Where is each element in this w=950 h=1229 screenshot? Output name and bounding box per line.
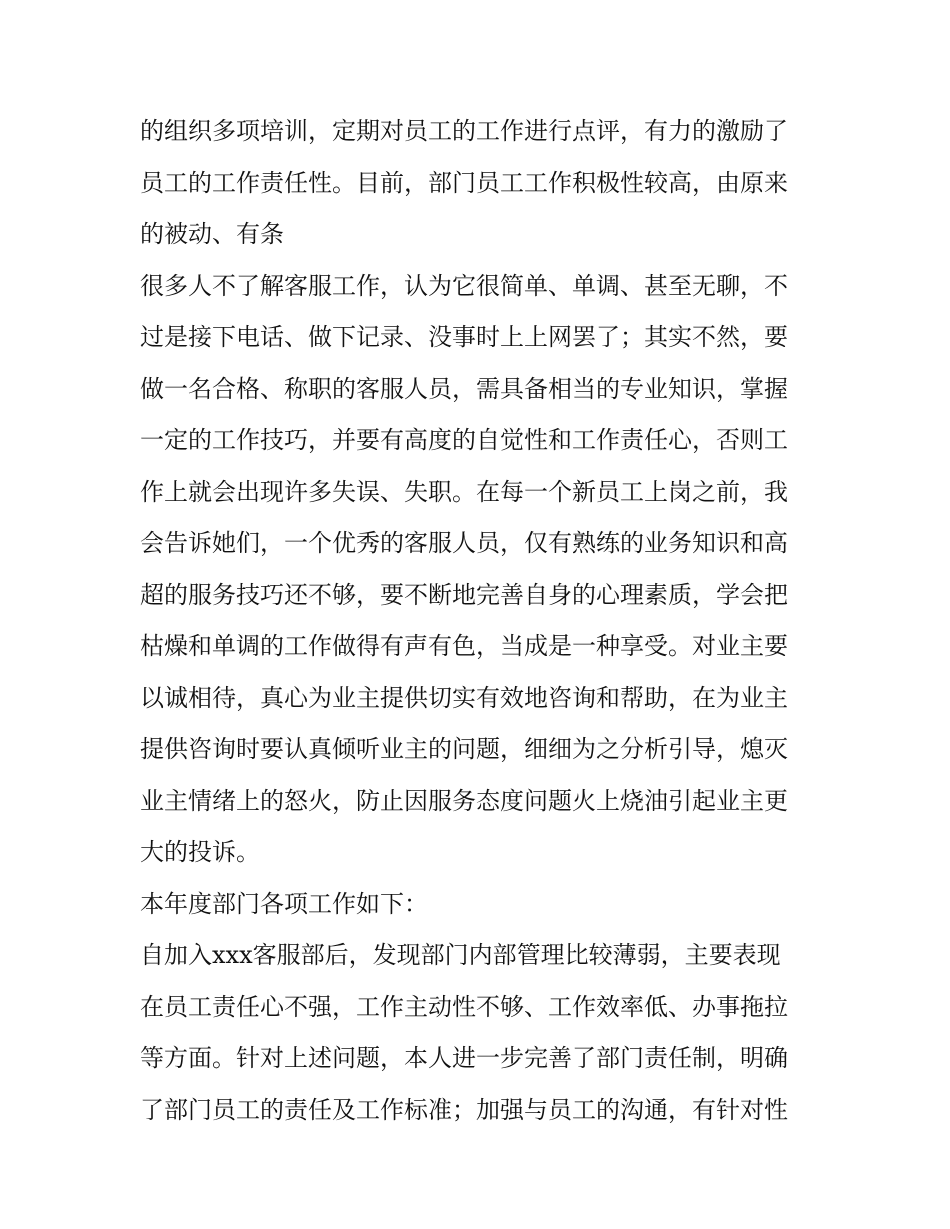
document-body <box>140 106 820 1136</box>
text-line: 业主情绪上的怒火，防止因服务态度问题火上烧油引起业主更 <box>140 786 788 815</box>
text-line: 枯燥和单调的工作做得有声有色，当成是一种享受。对业主要 <box>140 632 788 660</box>
text-line: 自加入xxx客服部后，发现部门内部管理比较薄弱，主要表现 <box>140 941 781 969</box>
text-line: 的被动、有条 <box>140 220 284 248</box>
text-line: 了部门员工的责任及工作标准；加强与员工的沟通，有针对性 <box>140 1095 788 1124</box>
text-line: 的组织多项培训，定期对员工的工作进行点评，有力的激励了 <box>140 117 788 145</box>
text-line: 会告诉她们，一个优秀的客服人员，仅有熟练的业务知识和高 <box>140 529 788 557</box>
text-line: 本年度部门各项工作如下： <box>140 889 428 918</box>
text-line: 一定的工作技巧，并要有高度的自觉性和工作责任心，否则工 <box>140 426 788 454</box>
text-line: 很多人不了解客服工作，认为它很简单、单调、甚至无聊，不 <box>140 271 788 300</box>
text-line: 以诚相待，真心为业主提供切实有效地咨询和帮助，在为业主 <box>140 683 788 712</box>
text-line: 提供咨询时要认真倾听业主的问题，细细为之分析引导，熄灭 <box>140 735 788 763</box>
text-line: 大的投诉。 <box>140 838 260 866</box>
text-line: 员工的工作责任性。目前，部门员工工作积极性较高，由原来 <box>140 168 788 197</box>
text-line: 做一名合格、称职的客服人员，需具备相当的专业知识，掌握 <box>140 374 788 403</box>
text-line: 超的服务技巧还不够，要不断地完善自身的心理素质，学会把 <box>140 580 788 609</box>
text-line: 过是接下电话、做下记录、没事时上上网罢了；其实不然，要 <box>140 323 788 351</box>
text-line: 等方面。针对上述问题，本人进一步完善了部门责任制，明确 <box>140 1044 788 1072</box>
text-line: 在员工责任心不强，工作主动性不够、工作效率低、办事拖拉 <box>140 992 788 1021</box>
text-line: 作上就会出现许多失误、失职。在每一个新员工上岗之前，我 <box>140 477 788 506</box>
